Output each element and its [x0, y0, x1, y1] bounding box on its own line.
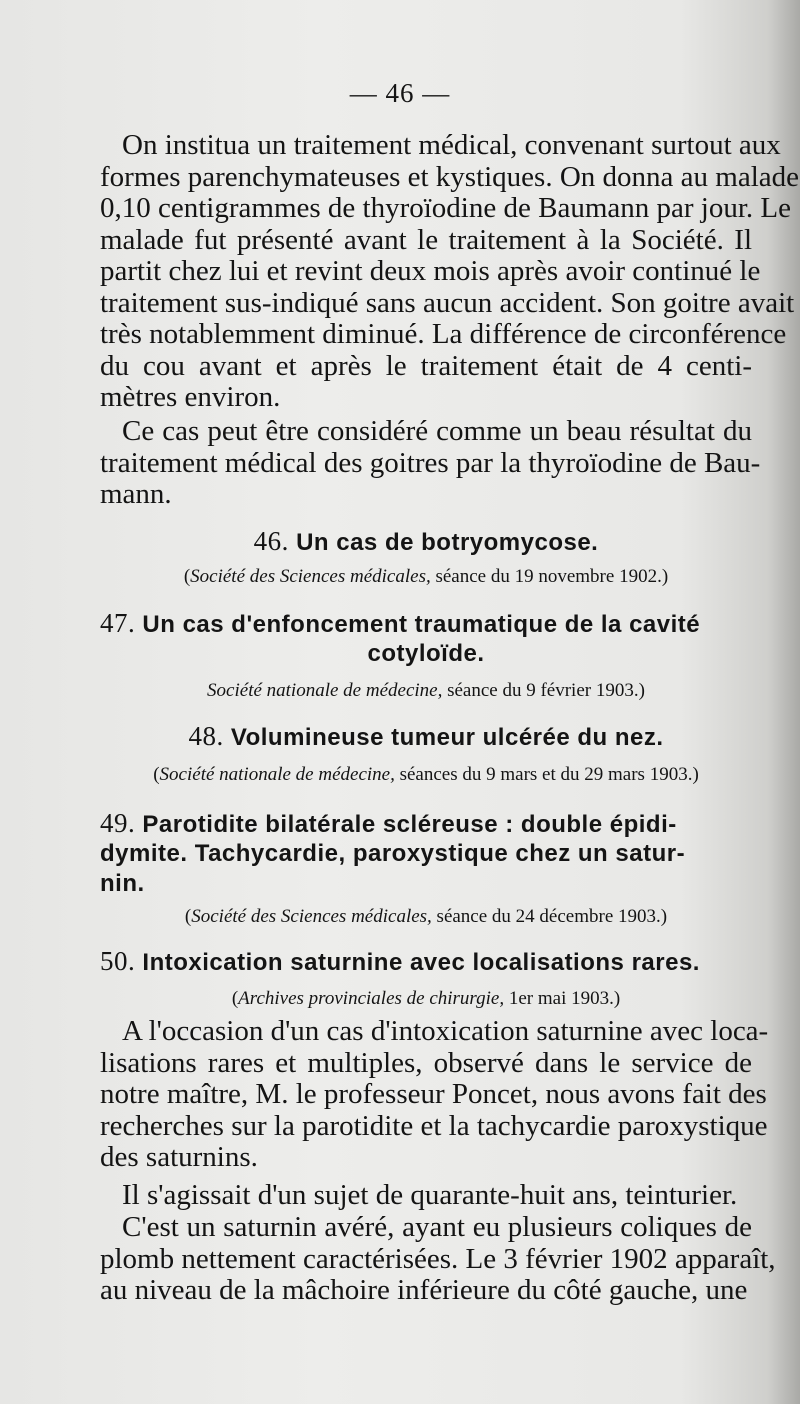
source-48: (Société nationale de médecine, séances du 9 mars et du 29 mars 1903.): [153, 764, 699, 785]
heading-46: 46. Un cas de botryomycose.: [253, 526, 599, 556]
text-line: A l'occasion d'un cas d'intoxication saturnine avec loca-: [122, 1015, 769, 1047]
text-line: lisations rares et multiples, observé dans le service de: [100, 1046, 752, 1079]
paragraph-saturnin: [100, 1211, 776, 1307]
text-line: Il s'agissait d'un sujet de quarante-huit ans, teinturier.: [122, 1179, 738, 1211]
text-line: formes parenchymateuses et kystiques. On donna au malade: [100, 160, 800, 193]
paragraph-subject: [100, 1180, 752, 1212]
page-number: — 46 —: [349, 78, 451, 108]
heading-49: 49. Parotidite bilatérale scléreuse : double épidi-: [100, 808, 677, 838]
heading-49-end: nin.: [100, 870, 145, 897]
text-line: du cou avant et après le traitement était de 4 centi-: [100, 349, 752, 382]
heading-47: 47. Un cas d'enfoncement traumatique de la cavité: [100, 608, 701, 638]
text-line: mann.: [100, 478, 172, 510]
text-line: partit chez lui et revint deux mois après avoir continué le: [100, 255, 761, 287]
text-line: Ce cas peut être considéré comme un beau résultat du: [122, 415, 752, 447]
text-line: notre maître, M. le professeur Poncet, nous avons fait des: [100, 1078, 767, 1110]
heading-50: 50. Intoxication saturnine avec localisations rares.: [100, 946, 700, 976]
text-line: très notablemment diminué. La différence de circonférence: [100, 318, 787, 350]
text-line: plomb nettement caractérisées. Le 3 février 1902 apparaît,: [100, 1242, 776, 1275]
source-46: (Société des Sciences médicales, séance du 19 novembre 1902.): [183, 566, 669, 587]
heading-49-cont: dymite. Tachycardie, paroxystique chez un satur-: [100, 840, 686, 867]
text-line: traitement sus-indiqué sans aucun accident. Son goitre avait: [100, 286, 795, 319]
text-line: mètres environ.: [100, 381, 281, 413]
text-line: au niveau de la mâchoire inférieure du côté gauche, une: [100, 1274, 748, 1306]
source-47: Société nationale de médecine, séance du 9 février 1903.): [207, 680, 645, 701]
text-line: C'est un saturnin avéré, ayant eu plusieurs coliques de: [122, 1211, 752, 1243]
paragraph-occasion: [100, 1015, 769, 1174]
text-line: traitement médical des goitres par la thyroïodine de Bau-: [100, 446, 761, 479]
heading-47-cont: cotyloïde.: [367, 640, 485, 667]
source-50: (Archives provinciales de chirurgie, 1er mai 1903.): [231, 988, 621, 1009]
text-line: des saturnins.: [100, 1141, 258, 1173]
heading-48: 48. Volumineuse tumeur ulcérée du nez.: [188, 721, 664, 751]
source-49: (Société des Sciences médicales, séance du 24 décembre 1903.): [184, 906, 668, 927]
text-line: malade fut présenté avant le traitement à la Société. Il: [100, 223, 752, 256]
text-line: 0,10 centigrammes de thyroïodine de Baumann par jour. Le: [100, 192, 791, 224]
text-line: recherches sur la parotidite et la tachycardie paroxystique: [100, 1109, 768, 1142]
text-line: On institua un traitement médical, convenant surtout aux: [122, 129, 781, 161]
paragraph-treatment: [100, 129, 800, 414]
paragraph-result: [100, 415, 761, 511]
